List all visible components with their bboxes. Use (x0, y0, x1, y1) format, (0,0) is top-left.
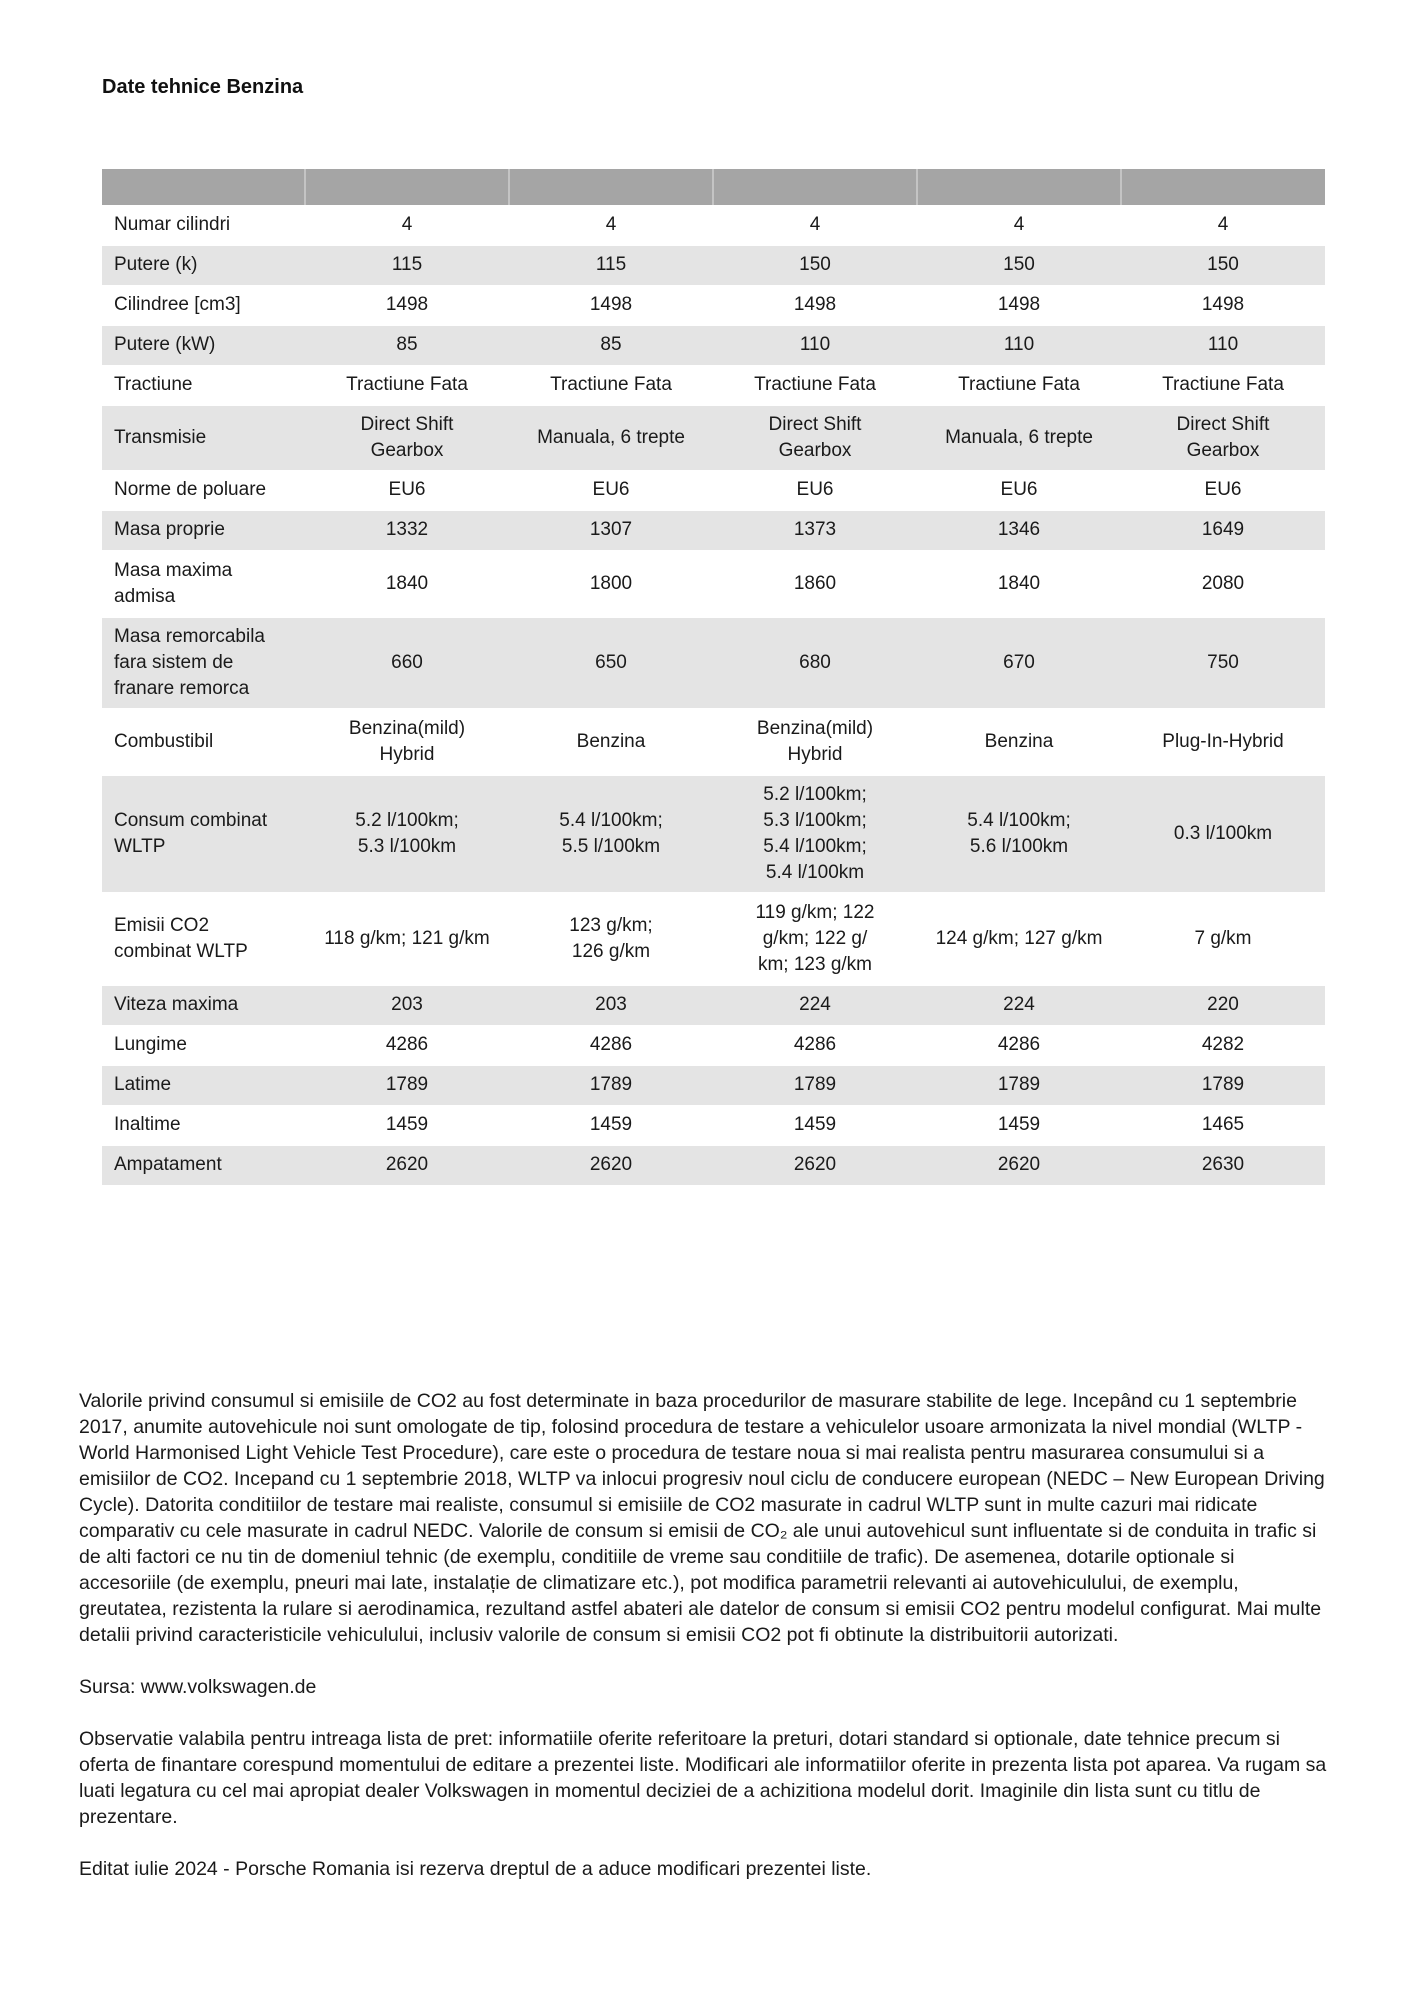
spec-value: 1649 (1121, 510, 1325, 550)
spec-value: 110 (917, 325, 1121, 365)
spec-value: 2620 (509, 1145, 713, 1185)
table-row (102, 510, 1325, 550)
row-label: Combustibil (102, 708, 305, 775)
spec-value: 1498 (305, 285, 509, 325)
row-label: Numar cilindri (102, 205, 305, 245)
row-label: Tractiune (102, 365, 305, 405)
table-row (102, 245, 1325, 285)
spec-value: 1789 (713, 1065, 917, 1105)
row-label: Masa maxima admisa (102, 550, 305, 617)
table-row (102, 1025, 1325, 1065)
spec-value: EU6 (917, 470, 1121, 510)
spec-value: 2620 (917, 1145, 1121, 1185)
spec-value: 7 g/km (1121, 892, 1325, 985)
source-note: Sursa: www.volkswagen.de (79, 1676, 317, 1698)
header-cell (305, 169, 509, 205)
spec-value: 1800 (509, 550, 713, 617)
spec-value: Benzina (509, 708, 713, 775)
legal-notes (79, 1388, 1329, 1908)
spec-value: 224 (917, 985, 1121, 1025)
spec-value: Direct Shift Gearbox (713, 405, 917, 470)
spec-value: EU6 (713, 470, 917, 510)
row-label: Cilindree [cm3] (102, 285, 305, 325)
header-cell (713, 169, 917, 205)
spec-value: 1459 (509, 1105, 713, 1145)
spec-value: Tractiune Fata (1121, 365, 1325, 405)
table-header (102, 169, 1325, 205)
table-row (102, 708, 1325, 775)
table-row (102, 775, 1325, 892)
spec-value: 4282 (1121, 1025, 1325, 1065)
row-label: Inaltime (102, 1105, 305, 1145)
spec-value: Benzina(mild) Hybrid (305, 708, 509, 775)
spec-value: 1459 (713, 1105, 917, 1145)
spec-value: 1465 (1121, 1105, 1325, 1145)
technical-specs-table (102, 169, 1325, 1186)
spec-value: 1840 (917, 550, 1121, 617)
row-label: Viteza maxima (102, 985, 305, 1025)
spec-value: 1373 (713, 510, 917, 550)
spec-value: 150 (917, 245, 1121, 285)
spec-value: 1789 (917, 1065, 1121, 1105)
row-label: Lungime (102, 1025, 305, 1065)
spec-value: 1789 (1121, 1065, 1325, 1105)
table-row (102, 550, 1325, 617)
spec-value: 5.2 l/100km; 5.3 l/100km; 5.4 l/100km; 5.4 l/100km (713, 775, 917, 892)
table-row (102, 405, 1325, 470)
spec-value: Direct Shift Gearbox (305, 405, 509, 470)
spec-value: EU6 (1121, 470, 1325, 510)
row-label: Putere (kW) (102, 325, 305, 365)
spec-value: 1789 (305, 1065, 509, 1105)
table-row (102, 985, 1325, 1025)
table-row (102, 470, 1325, 510)
table-row (102, 892, 1325, 985)
spec-value: 750 (1121, 617, 1325, 708)
spec-value: 110 (713, 325, 917, 365)
spec-value: 110 (1121, 325, 1325, 365)
spec-value: 2620 (713, 1145, 917, 1185)
spec-value: 85 (305, 325, 509, 365)
spec-value: 4 (509, 205, 713, 245)
row-label: Latime (102, 1065, 305, 1105)
spec-value: 4286 (713, 1025, 917, 1065)
row-label: Norme de poluare (102, 470, 305, 510)
row-label: Masa proprie (102, 510, 305, 550)
table-row (102, 205, 1325, 245)
spec-value: Tractiune Fata (917, 365, 1121, 405)
spec-value: 0.3 l/100km (1121, 775, 1325, 892)
spec-value: 85 (509, 325, 713, 365)
spec-value: 650 (509, 617, 713, 708)
row-label: Emisii CO2 combinat WLTP (102, 892, 305, 985)
spec-value: 1840 (305, 550, 509, 617)
table-row (102, 365, 1325, 405)
spec-value: 1498 (509, 285, 713, 325)
spec-value: 1498 (1121, 285, 1325, 325)
spec-value: EU6 (305, 470, 509, 510)
row-label: Consum combinat WLTP (102, 775, 305, 892)
spec-value: Tractiune Fata (713, 365, 917, 405)
spec-value: 1332 (305, 510, 509, 550)
table-body (102, 205, 1325, 1185)
spec-value: 224 (713, 985, 917, 1025)
spec-value: 1346 (917, 510, 1121, 550)
row-label: Putere (k) (102, 245, 305, 285)
spec-value: 4 (713, 205, 917, 245)
spec-value: Benzina(mild) Hybrid (713, 708, 917, 775)
spec-value: 150 (1121, 245, 1325, 285)
header-cell (509, 169, 713, 205)
spec-value: Manuala, 6 trepte (917, 405, 1121, 470)
table-row (102, 285, 1325, 325)
header-cell (1121, 169, 1325, 205)
page-title: Date tehnice Benzina (102, 76, 304, 98)
header-cell (102, 169, 305, 205)
spec-value: 680 (713, 617, 917, 708)
spec-value: Benzina (917, 708, 1121, 775)
spec-value: Manuala, 6 trepte (509, 405, 713, 470)
spec-value: 1860 (713, 550, 917, 617)
spec-value: 1498 (713, 285, 917, 325)
table-row (102, 617, 1325, 708)
spec-value: 4286 (509, 1025, 713, 1065)
spec-value: 118 g/km; 121 g/km (305, 892, 509, 985)
spec-value: 123 g/km; 126 g/km (509, 892, 713, 985)
spec-value: 1789 (509, 1065, 713, 1105)
spec-value: 2080 (1121, 550, 1325, 617)
spec-value: 1307 (509, 510, 713, 550)
spec-value: 1459 (917, 1105, 1121, 1145)
spec-value: Tractiune Fata (509, 365, 713, 405)
spec-value: 150 (713, 245, 917, 285)
header-cell (917, 169, 1121, 205)
spec-value: 124 g/km; 127 g/km (917, 892, 1121, 985)
edition-note: Editat iulie 2024 - Porsche Romania isi rezerva dreptul de a aduce modificari prezentei liste. (79, 1858, 872, 1880)
spec-value: 2630 (1121, 1145, 1325, 1185)
spec-value: 220 (1121, 985, 1325, 1025)
spec-value: 4286 (305, 1025, 509, 1065)
spec-value: Direct Shift Gearbox (1121, 405, 1325, 470)
spec-value: Plug-In-Hybrid (1121, 708, 1325, 775)
spec-value: 203 (509, 985, 713, 1025)
spec-value: 5.4 l/100km; 5.6 l/100km (917, 775, 1121, 892)
table-row (102, 1105, 1325, 1145)
spec-value: 115 (509, 245, 713, 285)
table-row (102, 1145, 1325, 1185)
spec-value: 5.2 l/100km; 5.3 l/100km (305, 775, 509, 892)
price-list-observation: Observatie valabila pentru intreaga lista de pret: informatiile oferite referitoare la preturi, dotari standard si optionale, date tehnice precum si oferta de finantare corespund momentului de editare a prezentei liste. Modificari ale informatiilor oferite in prezenta lista pot aparea. Va rugam sa luati legatura cu cel mai apropiat dealer Volkswagen in momentul deciziei de a achizitiona modelul dorit. Imaginile din lista sunt cu titlu de prezentare. (79, 1728, 1327, 1828)
spec-value: Tractiune Fata (305, 365, 509, 405)
spec-value: 4 (1121, 205, 1325, 245)
spec-value: EU6 (509, 470, 713, 510)
spec-value: 670 (917, 617, 1121, 708)
spec-value: 1459 (305, 1105, 509, 1145)
row-label: Transmisie (102, 405, 305, 470)
spec-value: 203 (305, 985, 509, 1025)
spec-value: 115 (305, 245, 509, 285)
spec-value: 4 (305, 205, 509, 245)
spec-value: 4 (917, 205, 1121, 245)
table-row (102, 1065, 1325, 1105)
spec-value: 2620 (305, 1145, 509, 1185)
spec-value: 4286 (917, 1025, 1121, 1065)
wltp-disclaimer: Valorile privind consumul si emisiile de CO2 au fost determinate in baza procedurilor de masurare stabilite de lege. Incepând cu 1 septembrie 2017, anumite autovehicule noi sunt omologate de tip, folosind procedura de testare a vehiculelor usoare armonizata la nivel mondial (WLTP - World Harmonised Light Vehicle Test Procedure), care este o procedura de testare noua si mai realista pentru masurarea consumului si a emisiilor de CO2. Incepand cu 1 septembrie 2018, WLTP va inlocui progresiv noul ciclu de conducere european (NEDC – New European Driving Cycle). Datorita conditiilor de testare mai realiste, consumul si emisiile de CO2 masurate in cadrul WLTP sunt in multe cazuri mai ridicate comparativ cu cele masurate in cadrul NEDC. Valorile de consum si emisii de CO₂ ale unui autovehicul sunt influentate si de conduita in trafic si de alti factori ce nu tin de domeniul tehnic (de exemplu, conditiile de vreme sau conditiile de trafic). De asemenea, dotarile optionale si accesoriile (de exemplu, pneuri mai late, instalație de climatizare etc.), pot modifica parametrii relevanti ai autovehiculului, de exemplu, greutatea, rezistenta la rulare si aerodinamica, rezultand astfel abateri ale datelor de consum si emisii CO2 pentru modelul configurat. Mai multe detalii privind caracteristicile vehiculului, inclusiv valorile de consum si emisii CO2 pot fi obtinute la distribuitorii autorizati. (79, 1390, 1325, 1646)
spec-value: 1498 (917, 285, 1121, 325)
spec-value: 5.4 l/100km; 5.5 l/100km (509, 775, 713, 892)
table-row (102, 325, 1325, 365)
row-label: Masa remorcabila fara sistem de franare remorca (102, 617, 305, 708)
spec-value: 660 (305, 617, 509, 708)
row-label: Ampatament (102, 1145, 305, 1185)
spec-value: 119 g/km; 122 g/km; 122 g/ km; 123 g/km (713, 892, 917, 985)
